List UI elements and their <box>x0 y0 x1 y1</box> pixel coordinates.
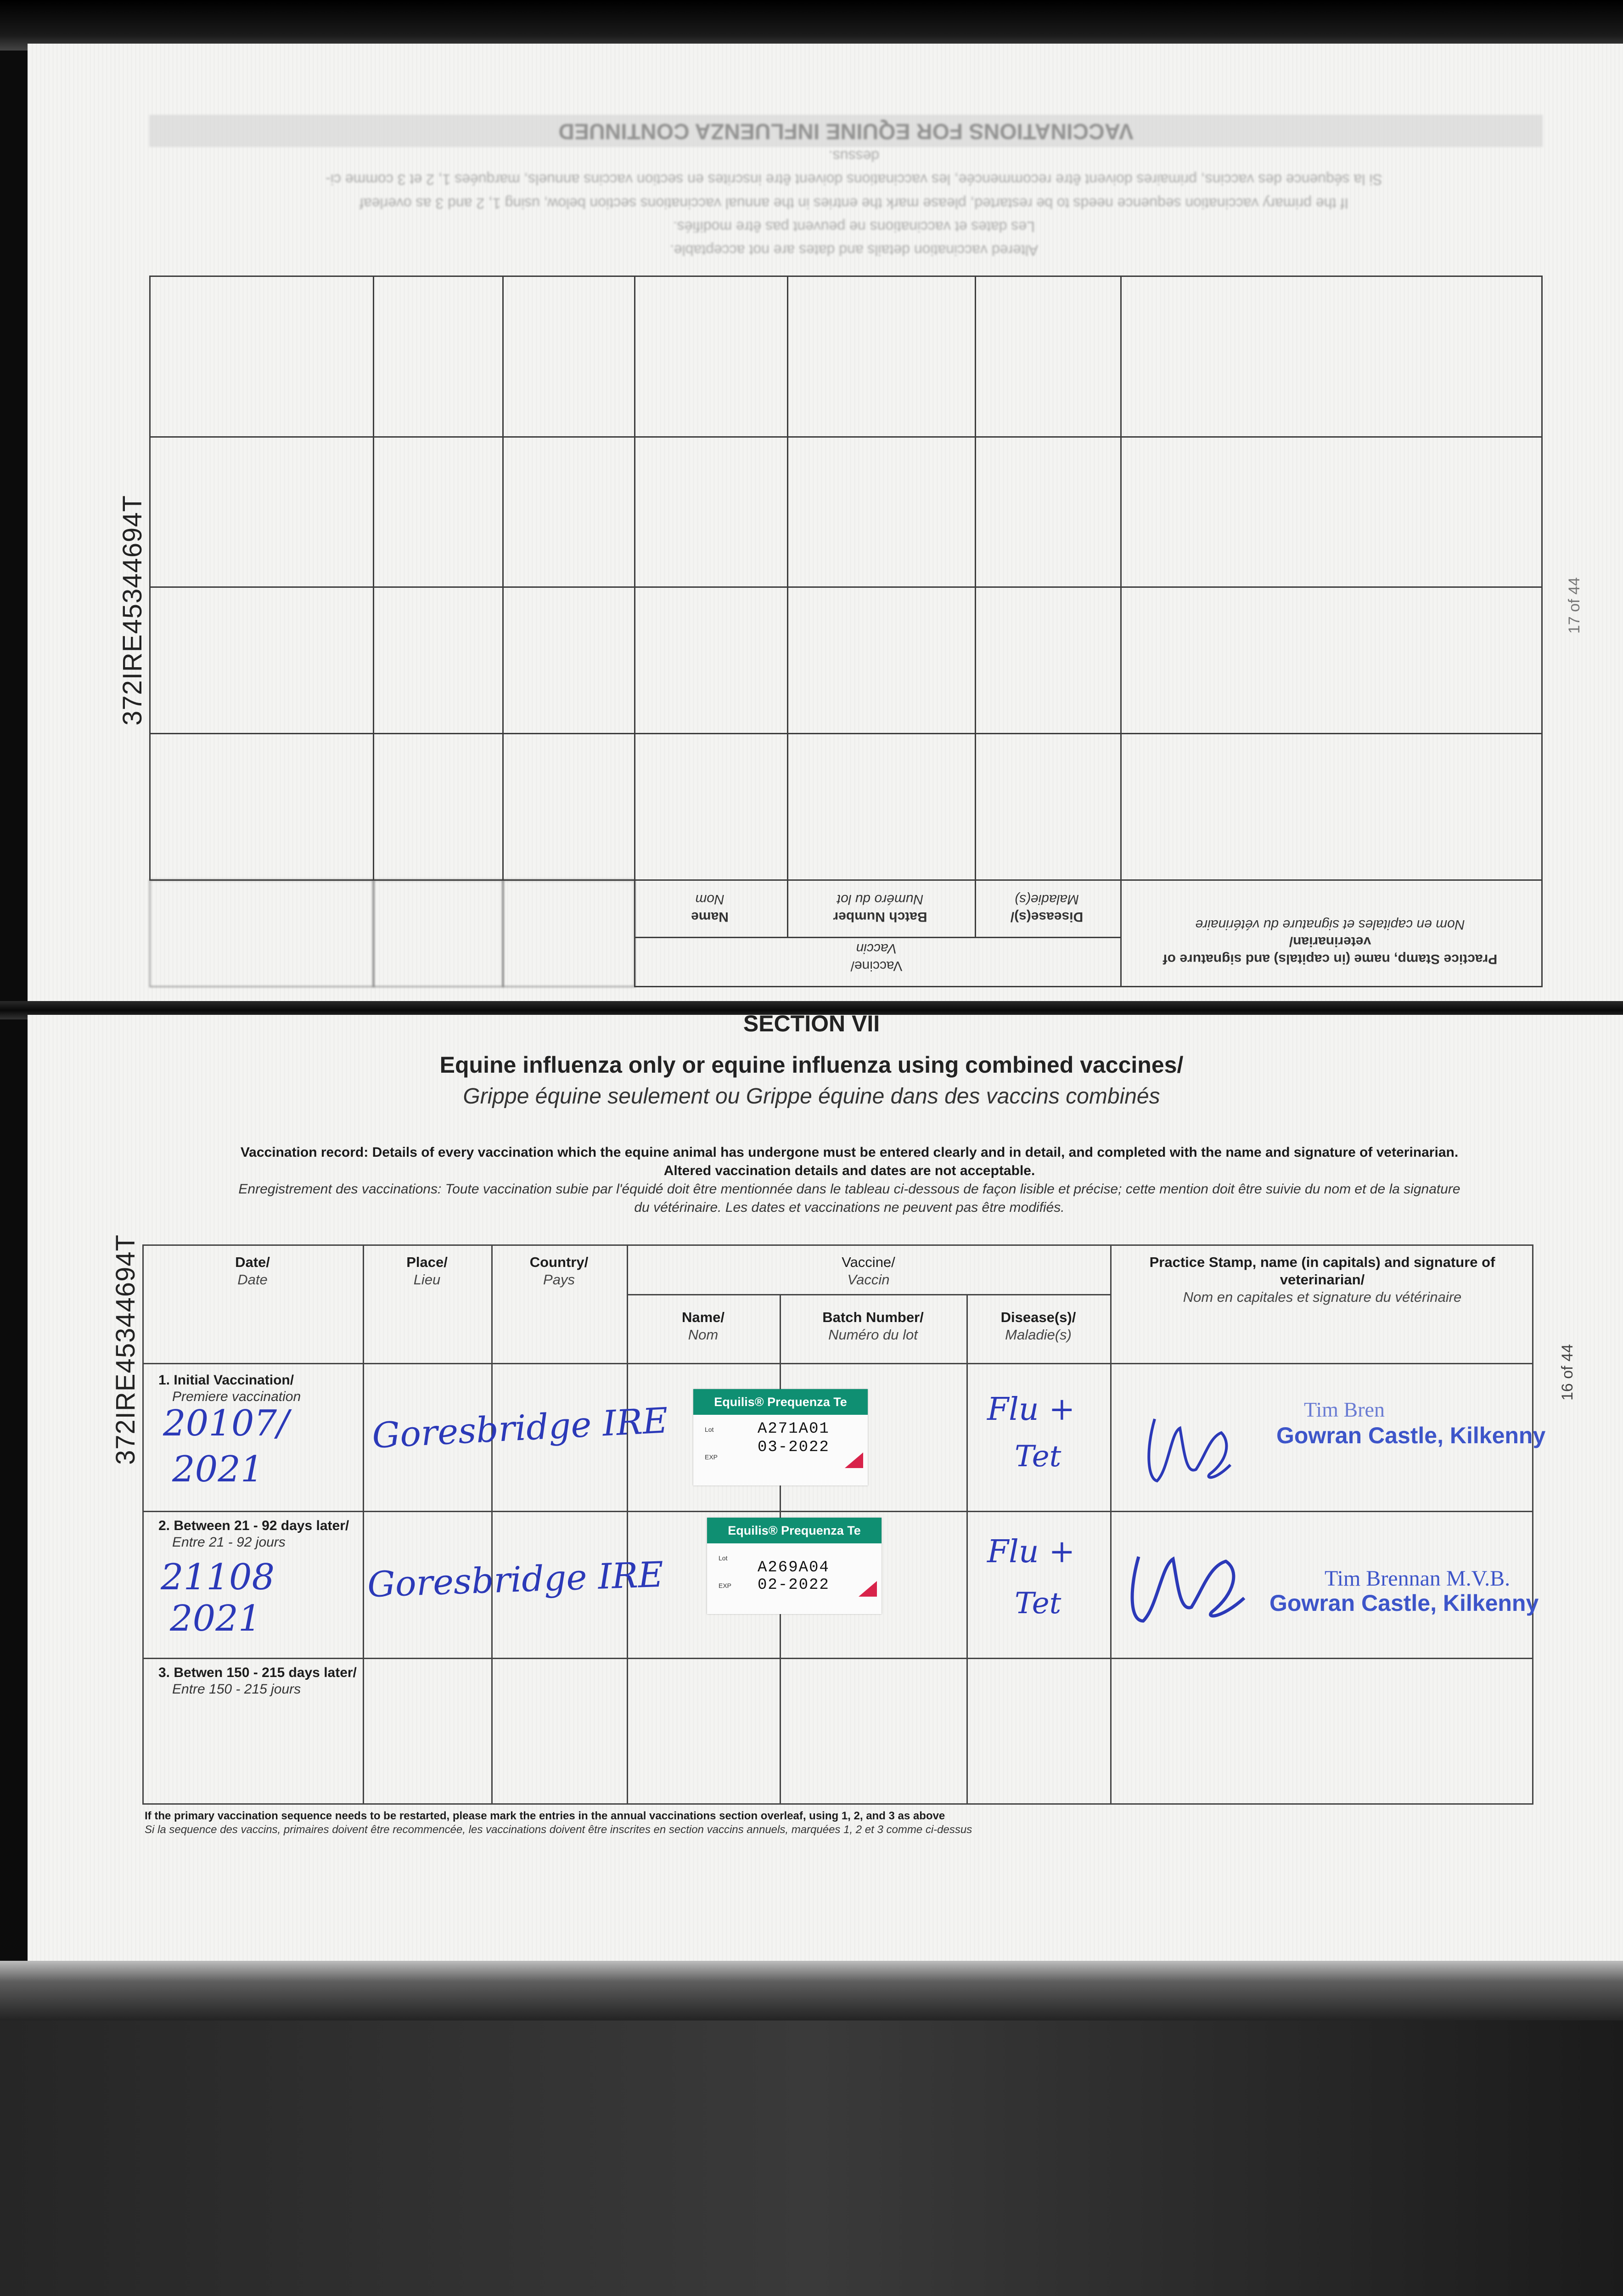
prev-row <box>149 733 1543 881</box>
row-2-place: Goresbridge IRE <box>366 1553 664 1605</box>
date-header-fr: Date <box>237 1272 268 1288</box>
table-border-left <box>142 1244 144 1805</box>
scanner-shadow-top <box>0 0 1623 51</box>
row-3-label-en: 3. Betwen 150 - 215 days later/ <box>158 1665 357 1680</box>
section-subtitle-en: Equine influenza only or equine influenza using combined vaccines/ <box>439 1052 1184 1078</box>
row-3-label <box>158 1665 360 1698</box>
row-1-label-fr: Premiere vaccination <box>172 1389 301 1404</box>
row-2-label-en: 2. Between 21 - 92 days later/ <box>158 1518 349 1533</box>
prev-vaccine-header-en: Vaccine/ <box>850 958 903 974</box>
row-1-expiry: 03-2022 <box>758 1439 830 1456</box>
row-2-disease-line-2: Tet <box>1015 1587 1061 1621</box>
page-number: 16 of 44 <box>1559 1344 1576 1401</box>
batch-header-fr: Numéro du lot <box>828 1327 918 1343</box>
row-3-label-fr: Entre 150 - 215 jours <box>172 1682 301 1697</box>
prev-batch-header-fr: Numéro du lot <box>837 892 924 907</box>
country-header-fr: Pays <box>543 1272 575 1288</box>
name-header <box>627 1309 780 1344</box>
row-2-date-line-1: 21108 <box>161 1557 275 1598</box>
vaccine-header-fr: Vaccin <box>847 1272 890 1288</box>
stamp-header <box>1116 1254 1529 1306</box>
upside-down-page <box>149 115 1543 987</box>
row-1-lot-number: A271A01 <box>758 1420 830 1438</box>
page-edge <box>0 1961 1623 2020</box>
prev-col-divider <box>373 276 374 881</box>
prev-row <box>149 586 1543 734</box>
prev-faded-instructions <box>303 144 1405 262</box>
footnote-fr: Si la sequence des vaccins, primaires doivent être recommencée, les vaccinations doivent être inscrites en section vaccins annuels, marquées 1, 2 et 3 comme ci-dessus <box>145 1823 972 1836</box>
prev-vaccine-header-fr: Vaccin <box>856 941 897 957</box>
section-title: SECTION VII <box>743 1011 880 1036</box>
country-header <box>491 1254 627 1289</box>
row-1-sticker-corner <box>845 1452 863 1468</box>
row-1-date-line-2: 2021 <box>172 1449 264 1490</box>
date-header <box>142 1254 363 1289</box>
name-header-fr: Nom <box>688 1327 719 1343</box>
row-2-stamp-address: Gowran Castle, Kilkenny <box>1269 1590 1539 1616</box>
col-divider <box>1110 1244 1112 1805</box>
name-header-en: Name/ <box>681 1309 725 1325</box>
header-bottom-line <box>142 1363 1533 1364</box>
passport-cover <box>0 2020 1623 2296</box>
prev-name-header <box>634 879 788 938</box>
row-2-vaccine-brand: Equilis® Prequenza Te <box>707 1518 882 1543</box>
prev-section-banner: VACCINATIONS FOR EQUINE INFLUENZA CONTINUED <box>149 115 1543 147</box>
prev-disease-header-fr: Maladie(s) <box>1014 892 1079 907</box>
place-header <box>363 1254 491 1289</box>
prev-stamp-header-en: Practice Stamp, name (in capitals) and signature of veterinarian/ <box>1162 934 1498 967</box>
col-divider <box>363 1244 364 1805</box>
prev-country-header <box>502 879 635 987</box>
prev-faded-line-1: Altered vaccination details and dates are not acceptable. <box>669 242 1039 259</box>
table-border-top <box>142 1244 1533 1246</box>
prev-stamp-header-fr: Nom en capitales et signature du vétérinaire <box>1195 917 1465 932</box>
table-border-right <box>1532 1244 1533 1805</box>
row-1-signature <box>1136 1401 1242 1497</box>
footnote-en: If the primary vaccination sequence needs to be restarted, please mark the entries in the annual vaccinations section overleaf, using 1, 2, and 3 as above <box>145 1810 945 1822</box>
instruction-fr-1: Enregistrement des vaccinations: Toute vaccination subie par l'équidé doit être mentionnée dans le tableau ci-dessous de façon lisible et précise; cette mention doit être suivie du nom et de la signature <box>238 1182 1460 1197</box>
prev-batch-header-en: Batch Number <box>833 909 927 924</box>
stamp-header-fr: Nom en capitales et signature du vétérinaire <box>1183 1289 1462 1305</box>
prev-col-divider <box>1120 276 1122 881</box>
footnote <box>145 1809 1568 1837</box>
row-2-expiry: 02-2022 <box>758 1576 830 1594</box>
row-2-disease-line-1: Flu + <box>987 1534 1075 1570</box>
row-2-stamp-name: Tim Brennan M.V.B. <box>1325 1566 1511 1591</box>
row-2-lot-key: Lot <box>719 1554 728 1562</box>
prev-row <box>149 436 1543 588</box>
col-divider <box>491 1244 493 1805</box>
row-2-vaccine-sticker <box>707 1518 882 1614</box>
vaccine-subheader-line <box>627 1294 1111 1295</box>
prev-batch-header <box>787 879 976 938</box>
batch-header <box>780 1309 966 1344</box>
row-2-exp-key: EXP <box>719 1582 732 1589</box>
prev-faded-line-2: Les dates et vaccinations ne peuvent pas être modifiés. <box>673 218 1035 235</box>
document-id-top: 372IRE45344694T <box>118 495 147 726</box>
section-subtitle-fr: Grippe équine seulement ou Grippe équine dans des vaccins combinés <box>463 1084 1160 1109</box>
batch-header-en: Batch Number/ <box>822 1309 924 1325</box>
prev-date-header <box>149 879 374 987</box>
instruction-en-1: Vaccination record: Details of every vaccination which the equine animal has undergone must be entered clearly and in detail, and completed with the name and signature of veterinarian. <box>240 1145 1459 1160</box>
col-divider <box>966 1295 968 1805</box>
row-1-lot-key: Lot <box>705 1426 714 1433</box>
row-2-date-line-2: 2021 <box>170 1598 261 1639</box>
prev-name-header-fr: Nom <box>695 892 724 907</box>
vaccination-table <box>142 1244 1546 1805</box>
row-divider <box>142 1511 1533 1512</box>
row-2-signature <box>1111 1534 1258 1635</box>
row-1-label <box>158 1372 360 1405</box>
vaccine-header-en: Vaccine/ <box>842 1254 895 1270</box>
row-1-stamp-address: Gowran Castle, Kilkenny <box>1276 1423 1546 1448</box>
date-header-en: Date/ <box>235 1254 270 1270</box>
row-2-label <box>158 1518 360 1551</box>
row-1-disease-line-1: Flu + <box>987 1391 1075 1428</box>
prev-name-header-en: Name <box>691 909 729 924</box>
prev-col-divider <box>502 276 504 881</box>
row-1-place: Goresbridge IRE <box>371 1400 669 1456</box>
previous-page-number: 17 of 44 <box>1566 577 1583 634</box>
row-1-exp-key: EXP <box>705 1453 718 1461</box>
instruction-en-2: Altered vaccination details and dates are not acceptable. <box>663 1163 1035 1178</box>
prev-col-divider <box>975 276 976 881</box>
row-2-sticker-corner <box>859 1581 877 1597</box>
disease-header <box>966 1309 1110 1344</box>
prev-disease-header-en: Disease(s)/ <box>1010 909 1084 924</box>
row-divider <box>142 1658 1533 1659</box>
stamp-header-en: Practice Stamp, name (in capitals) and signature of veterinarian/ <box>1149 1254 1495 1288</box>
row-1-vaccine-sticker <box>693 1389 868 1486</box>
prev-stamp-header <box>1120 879 1543 987</box>
row-1-stamp-name: Tim Bren <box>1304 1398 1385 1421</box>
previous-vaccination-grid <box>149 276 1543 987</box>
place-header-en: Place/ <box>406 1254 448 1270</box>
table-border-bottom <box>142 1803 1533 1805</box>
row-1-label-en: 1. Initial Vaccination/ <box>158 1373 294 1388</box>
prev-col-divider <box>634 276 635 881</box>
prev-disease-header <box>975 879 1122 938</box>
prev-vaccine-header <box>634 937 1122 987</box>
prev-row <box>149 276 1543 438</box>
row-1-date-line-1: 20107/ <box>163 1403 289 1444</box>
row-2-lot-number: A269A04 <box>758 1559 830 1576</box>
row-1-vaccine-brand: Equilis® Prequenza Te <box>693 1389 868 1415</box>
disease-header-fr: Maladie(s) <box>1005 1327 1072 1343</box>
prev-place-header <box>373 879 504 987</box>
prev-col-divider <box>787 276 788 881</box>
disease-header-en: Disease(s)/ <box>1000 1309 1076 1325</box>
instructions <box>152 1143 1547 1217</box>
document-id-bottom: 372IRE45344694T <box>111 1234 140 1465</box>
prev-faded-line-4: Si la séquence des vaccins, primaires doivent être recommencée, les vaccinations doivent être inscrites en section vaccins annuels, marquées 1, 2 et 3 comme ci-dessus. <box>326 148 1382 188</box>
country-header-en: Country/ <box>529 1254 589 1270</box>
instruction-fr-2: du vétérinaire. Les dates et vaccinations ne peuvent pas être modifiés. <box>634 1200 1065 1215</box>
row-2-label-fr: Entre 21 - 92 jours <box>172 1535 286 1550</box>
row-1-disease-line-2: Tet <box>1015 1440 1061 1474</box>
vaccine-header <box>627 1254 1110 1289</box>
prev-faded-line-3: If the primary vaccination sequence needs to be restarted, please mark the entries in the annual vaccinations section below, using 1, 2 and 3 as overleaf <box>359 195 1349 212</box>
place-header-fr: Lieu <box>413 1272 441 1288</box>
